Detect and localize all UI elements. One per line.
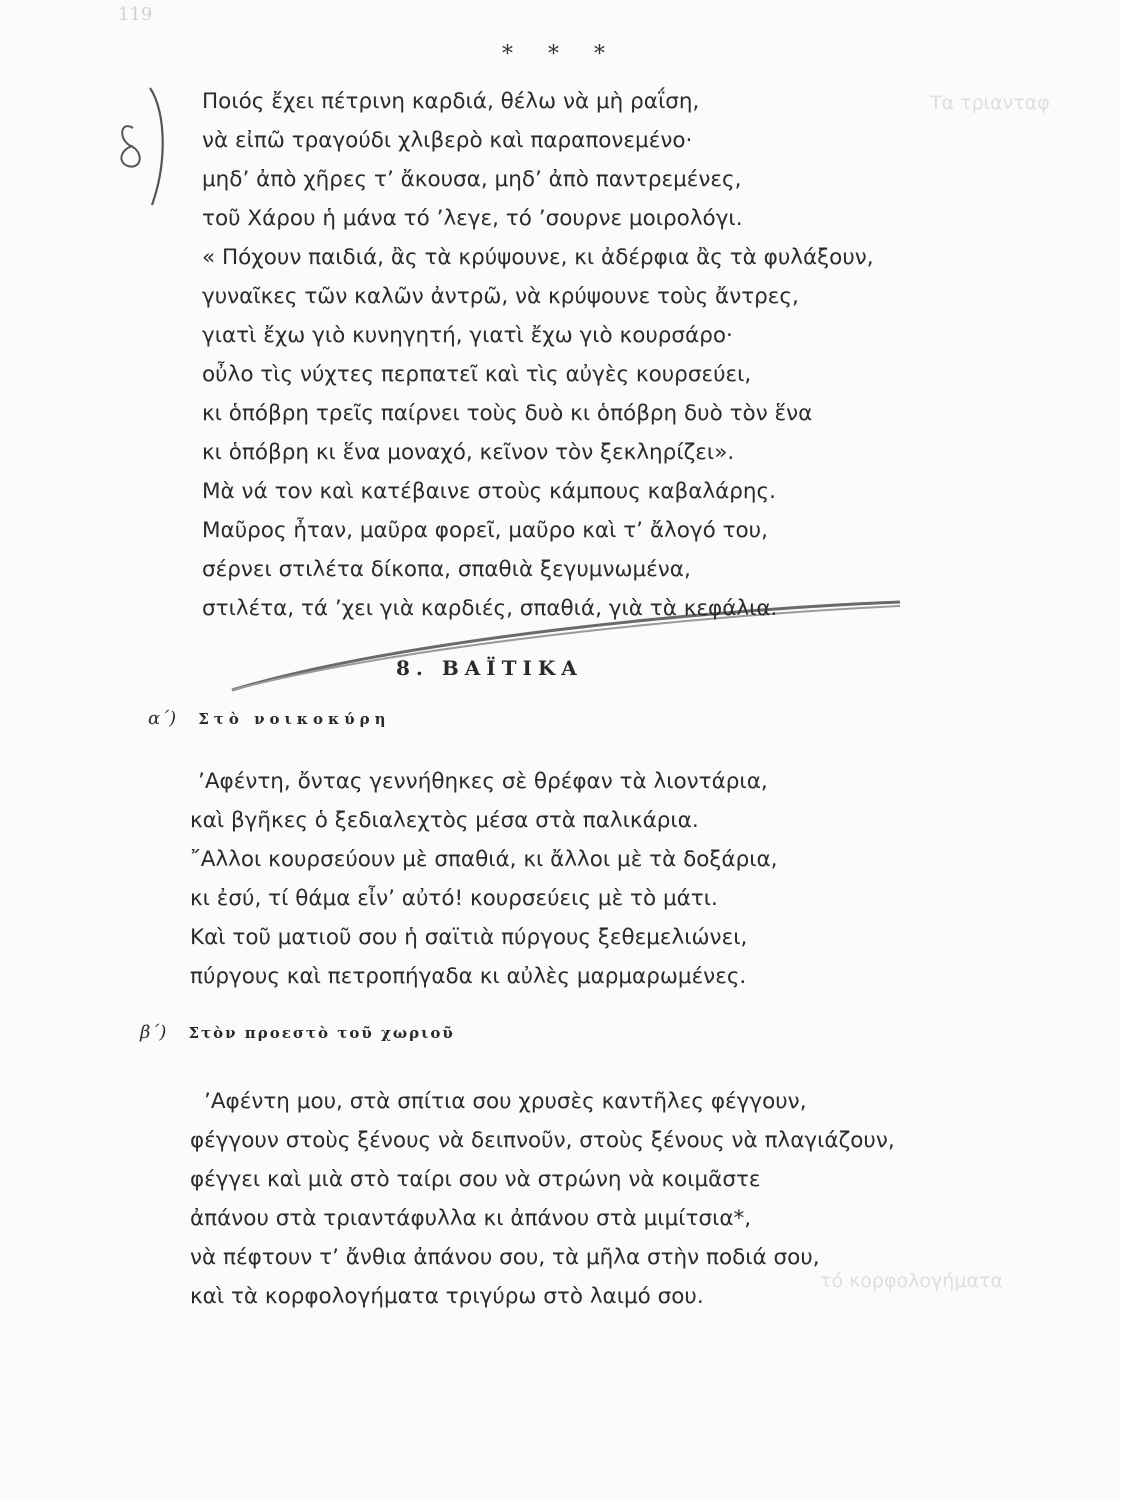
verse-line: πύργους καὶ πετροπήγαδα κι αὐλὲς μαρμαρωμένες. — [190, 964, 747, 989]
verse-line: κι ἐσύ, τί θάμα εἶν’ αὐτό! κουρσεύεις μὲ τὸ μάτι. — [190, 886, 718, 911]
bleed-through-text: Τα τριανταφ — [930, 92, 1050, 114]
verse-line: κι ὁπόβρη κι ἕνα μοναχό, κεῖνον τὸν ξεκληρίζει». — [202, 440, 735, 465]
page-number: 119 — [118, 4, 153, 25]
verse-line: ’Αφέντη μου, στὰ σπίτια σου χρυσὲς καντῆλες φέγγουν, — [204, 1089, 807, 1114]
verse-line: « Πόχουν παιδιά, ἂς τὰ κρύψουνε, κι ἀδέρφια ἂς τὰ φυλάξουν, — [202, 245, 874, 270]
section-heading: 8. ΒΑΪΤΙΚΑ — [396, 656, 583, 680]
verse-line: Ποιός ἔχει πέτρινη καρδιά, θέλω νὰ μὴ ραΐση, — [202, 89, 700, 114]
verse-line: ῎Αλλοι κουρσεύουν μὲ σπαθιά, κι ἄλλοι μὲ τὰ δοξάρια, — [190, 847, 778, 872]
verse-line: καὶ βγῆκες ὁ ξεδιαλεχτὸς μέσα στὰ παλικάρια. — [190, 808, 699, 833]
verse-line: κι ὁπόβρη τρεῖς παίρνει τοὺς δυὸ κι ὁπόβρη δυὸ τὸν ἕνα — [202, 401, 813, 426]
verse-line: Μαῦρος ἦταν, μαῦρα φορεῖ, μαῦρο καὶ τ’ ἄλογό του, — [202, 518, 768, 543]
verse-line: στιλέτα, τά ’χει γιὰ καρδιές, σπαθιά, γιὰ τὰ κεφάλια. — [202, 596, 778, 621]
verse-line: σέρνει στιλέτα δίκοπα, σπαθιὰ ξεγυμνωμένα, — [202, 557, 691, 582]
verse-line: φέγγουν στοὺς ξένους νὰ δειπνοῦν, στοὺς ξένους νὰ πλαγιάζουν, — [190, 1128, 895, 1153]
subsection-title: Στὸν προεστὸ τοῦ χωριοῦ — [188, 1024, 455, 1042]
verse-line: ἀπάνου στὰ τριαντάφυλλα κι ἀπάνου στὰ μιμίτσια*, — [190, 1206, 752, 1231]
section-separator: * * * — [502, 42, 619, 67]
verse-line: καὶ τὰ κορφολογήματα τριγύρω στὸ λαιμό σου. — [190, 1284, 704, 1309]
verse-line: μηδ’ ἀπὸ χῆρες τ’ ἄκουσα, μηδ’ ἀπὸ παντρεμένες, — [202, 167, 742, 192]
verse-line: τοῦ Χάρου ἡ μάνα τό ’λεγε, τό ’σουρνε μοιρολόγι. — [202, 206, 743, 231]
verse-line: φέγγει καὶ μιὰ στὸ ταίρι σου νὰ στρώνη νὰ κοιμᾶστε — [190, 1167, 761, 1192]
subsection-heading-a — [148, 708, 391, 729]
subsection-heading-b — [140, 1022, 455, 1043]
poem-block-1 — [202, 82, 874, 628]
verse-line: νὰ εἰπῶ τραγούδι χλιβερὸ καὶ παραπονεμένο· — [202, 128, 693, 153]
verse-line: Μὰ νά τον καὶ κατέβαινε στοὺς κάμπους καβαλάρης. — [202, 479, 777, 504]
verse-line: οὖλο τὶς νύχτες περπατεῖ καὶ τὶς αὐγὲς κουρσεύει, — [202, 362, 752, 387]
bleed-through-text: τό κορφολογήματα — [820, 1270, 1003, 1292]
verse-line: γιατὶ ἔχω γιὸ κυνηγητή, γιατὶ ἔχω γιὸ κουρσάρο· — [202, 323, 733, 348]
poem-block-2 — [190, 762, 778, 996]
verse-line: ’Αφέντη, ὄντας γεννήθηκες σὲ θρέφαν τὰ λιοντάρια, — [198, 769, 768, 794]
subsection-number: α΄) — [148, 708, 177, 729]
subsection-number: β΄) — [140, 1022, 167, 1043]
verse-line: Καὶ τοῦ ματιοῦ σου ἡ σαϊτιὰ πύργους ξεθεμελιώνει, — [190, 925, 748, 950]
subsection-title: Στὸ νοικοκύρη — [198, 710, 391, 728]
poem-block-3 — [190, 1082, 895, 1316]
verse-line: γυναῖκες τῶν καλῶν ἀντρῶ, νὰ κρύψουνε τοὺς ἄντρες, — [202, 284, 799, 309]
verse-line: νὰ πέφτουν τ’ ἄνθια ἀπάνου σου, τὰ μῆλα στὴν ποδιά σου, — [190, 1245, 820, 1270]
